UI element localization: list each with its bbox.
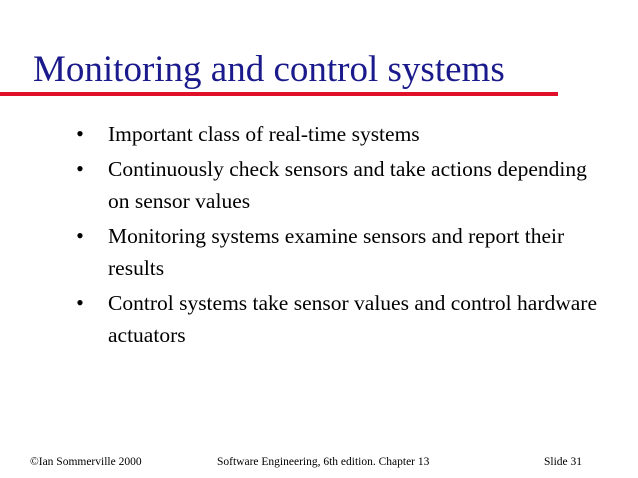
bullet-item [70,220,610,285]
bullet-text: Important class of real-time systems [108,122,420,146]
bullet-item [70,287,610,352]
bullet-item [70,153,610,218]
bullet-icon: • [76,155,84,181]
bullet-list [70,118,610,354]
bullet-icon: • [76,289,84,315]
footer-slide-number: Slide 31 [543,456,582,468]
title-underline [0,92,558,96]
slide-title: Monitoring and control systems [33,49,505,90]
bullet-text: Control systems take sensor values and control hardware actuators [108,290,597,347]
footer-copyright: ©Ian Sommerville 2000 [30,456,142,468]
bullet-text: Monitoring systems examine sensors and report their results [108,223,565,280]
bullet-icon: • [76,121,84,146]
bullet-text: Continuously check sensors and take actions depending on sensor values [108,156,587,213]
footer-book-title: Software Engineering, 6th edition. Chapter 13 [217,456,430,468]
bullet-item [70,118,610,151]
bullet-icon: • [76,222,84,248]
